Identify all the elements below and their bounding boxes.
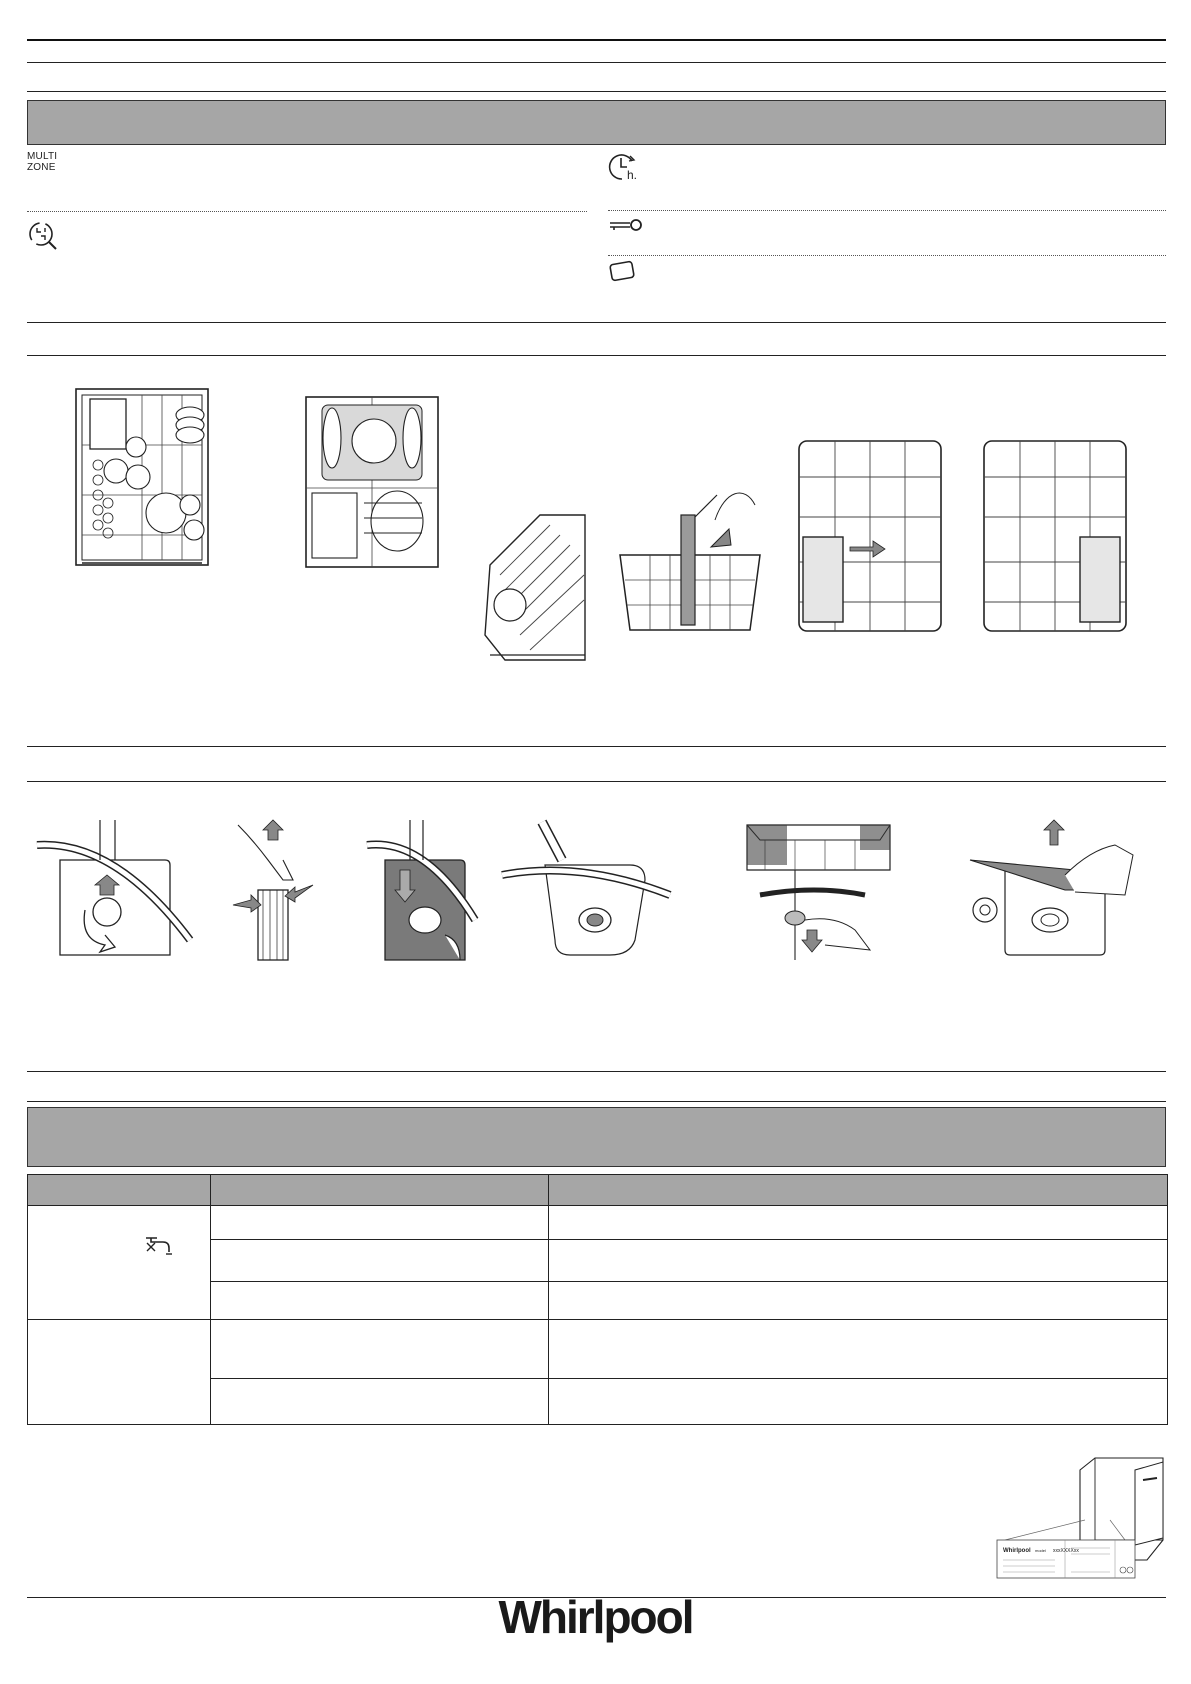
- table-cell: [549, 1206, 1168, 1240]
- multizone-icon: [27, 151, 57, 173]
- table-cell: [211, 1282, 549, 1320]
- delay-icon-label: h.: [627, 168, 638, 182]
- dotted-divider: [27, 211, 587, 212]
- lower-rack-loading-illustration: [72, 385, 212, 575]
- rule: [27, 62, 1166, 63]
- table-cell: [211, 1320, 549, 1379]
- table-header-row: [28, 1175, 1168, 1206]
- table-cell-problem: [28, 1320, 211, 1425]
- multizone-label-line2: ZONE: [27, 162, 56, 173]
- table-cell: [211, 1379, 549, 1425]
- rule: [27, 355, 1166, 356]
- spray-arm-pull-illustration: [965, 820, 1135, 965]
- basket-position-left-illustration: [795, 437, 945, 637]
- multizone-label-line1: MULTI: [27, 151, 58, 162]
- table-cell: [549, 1379, 1168, 1425]
- rating-label-model-prefix: model: [1035, 1548, 1046, 1553]
- table-cell: [211, 1240, 549, 1282]
- rule: [27, 322, 1166, 323]
- table-cell: [211, 1206, 549, 1240]
- top-rule: [27, 39, 1166, 41]
- filter-unscrew-illustration: [35, 820, 195, 965]
- basket-position-right-illustration: [980, 437, 1130, 637]
- dotted-divider: [608, 255, 1166, 256]
- table-header-cell: [549, 1175, 1168, 1206]
- cutlery-basket-illustration: [615, 485, 765, 635]
- half-load-icon: [27, 218, 59, 252]
- table-header-cell: [211, 1175, 549, 1206]
- tablet-icon: [608, 258, 640, 284]
- table-cell: [549, 1320, 1168, 1379]
- options-section-bar: [27, 100, 1166, 145]
- delay-start-icon: [608, 152, 644, 186]
- rule: [27, 781, 1166, 782]
- table-cell: [549, 1282, 1168, 1320]
- table-row: [28, 1206, 1168, 1240]
- table-cell: [549, 1240, 1168, 1282]
- upper-spray-arm-removal-illustration: [745, 820, 895, 965]
- whirlpool-logo: Whirlpool: [498, 1591, 693, 1643]
- rule: [27, 746, 1166, 747]
- filter-remove-illustration: [223, 820, 323, 965]
- rating-label-brand: Whirlpool: [1003, 1548, 1031, 1554]
- table-header-cell: [28, 1175, 211, 1206]
- rating-plate-location-illustration: [995, 1450, 1170, 1580]
- lower-spray-arm-illustration: [500, 820, 675, 965]
- dotted-divider: [608, 210, 1166, 211]
- filter-sump-illustration: [365, 820, 480, 965]
- key-lock-icon: [608, 217, 644, 233]
- table-row: [28, 1320, 1168, 1379]
- rule: [27, 91, 1166, 92]
- rule: [27, 1101, 1166, 1102]
- troubleshooting-section-bar: [27, 1107, 1166, 1167]
- rule: [27, 1071, 1166, 1072]
- rating-label-model-code: xxxXXXXxx: [1053, 1548, 1079, 1554]
- water-tap-icon: [143, 1234, 173, 1256]
- troubleshooting-table: [27, 1174, 1168, 1425]
- folding-rack-illustration: [480, 505, 590, 665]
- upper-rack-loading-illustration: [302, 393, 442, 573]
- table-cell-problem: [28, 1206, 211, 1320]
